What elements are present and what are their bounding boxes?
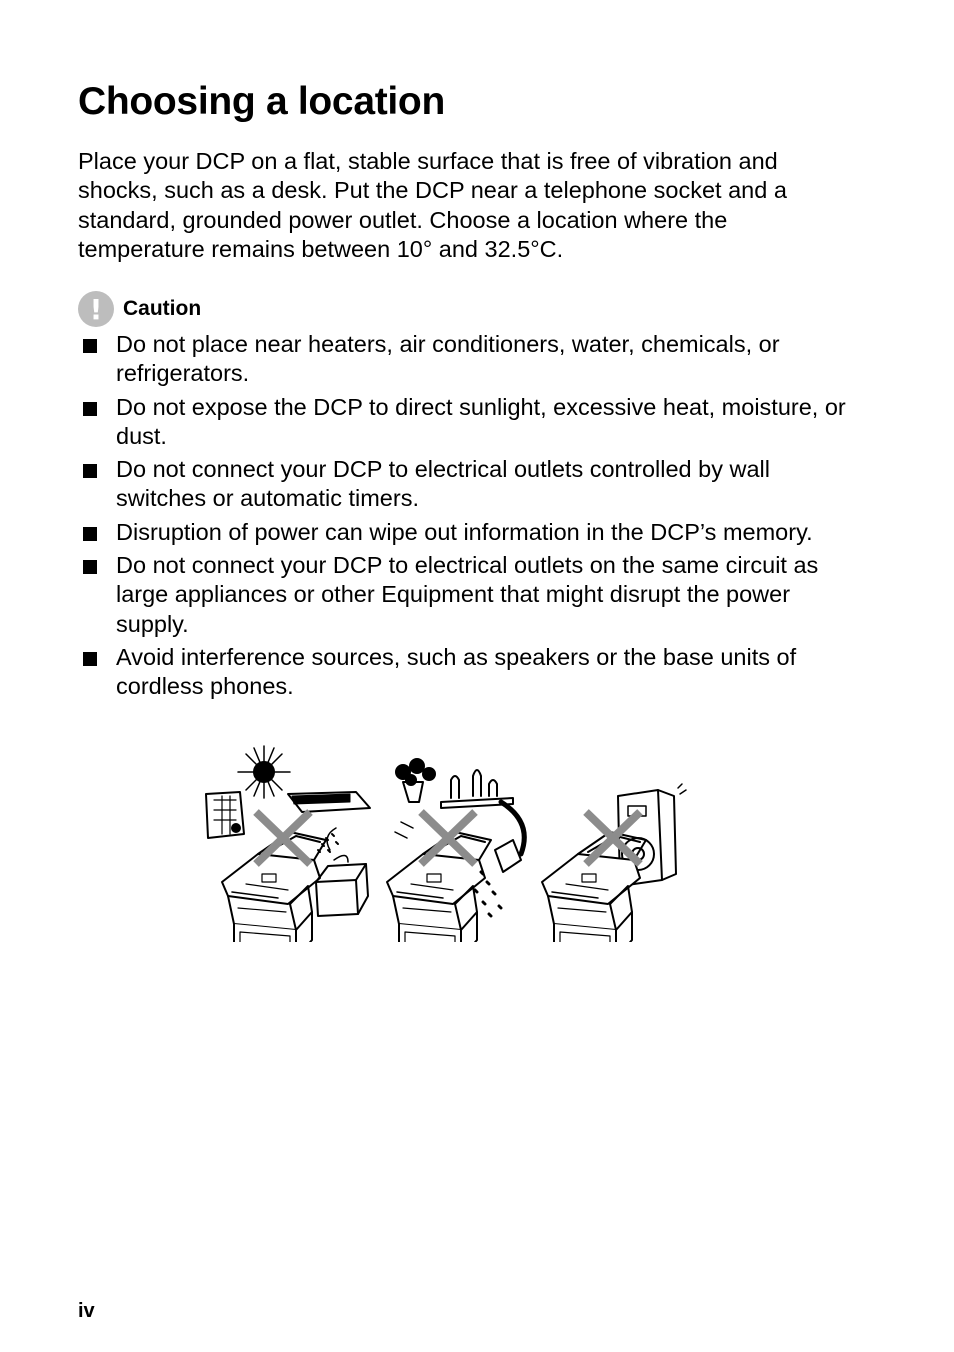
- caution-item-same-circuit: [78, 551, 848, 639]
- caution-item-text: Avoid interference sources, such as speakers or the base units of cordless phones.: [116, 643, 797, 700]
- scene-heat-sunlight: [206, 746, 370, 942]
- scene-speaker-interference: [542, 784, 686, 942]
- caution-list: [78, 330, 848, 706]
- square-bullet-icon: [83, 464, 97, 478]
- caution-item-heaters: [78, 330, 848, 389]
- page-number: iv: [78, 1300, 95, 1322]
- caution-item-power-disruption: [78, 518, 848, 547]
- caution-label: Caution: [123, 297, 202, 320]
- caution-item-text: Do not expose the DCP to direct sunlight, excessive heat, moisture, or dust.: [116, 393, 846, 449]
- caution-item-interference: [78, 643, 848, 702]
- scene-water-chemicals: [387, 759, 524, 942]
- caution-item-sunlight: [78, 393, 848, 452]
- square-bullet-icon: [83, 560, 97, 574]
- page-title: Choosing a location: [78, 80, 445, 123]
- caution-item-text: Do not connect your DCP to electrical outlets on the same circuit as large appliances or other Equipment that might disrupt the power supply.: [116, 552, 819, 637]
- placement-warning-illustration: [198, 742, 698, 942]
- square-bullet-icon: [83, 339, 97, 353]
- square-bullet-icon: [83, 527, 97, 541]
- caution-item-wall-switches: [78, 455, 848, 514]
- caution-header: [78, 290, 201, 328]
- intro-paragraph: Place your DCP on a flat, stable surface that is free of vibration and shocks, such as a desk. Put the DCP near a telephone socket and a standard, grounded power outlet. Choose a location where the temperature remains between 10° and 32.5°C.: [78, 148, 787, 262]
- caution-icon: !: [78, 291, 114, 327]
- caution-item-text: Do not connect your DCP to electrical outlets controlled by wall switches or automatic timers.: [116, 456, 770, 512]
- caution-item-text: Disruption of power can wipe out information in the DCP’s memory.: [116, 518, 813, 545]
- square-bullet-icon: [83, 652, 97, 666]
- caution-item-text: Do not place near heaters, air conditioners, water, chemicals, or refrigerators.: [116, 331, 780, 387]
- square-bullet-icon: [83, 402, 97, 416]
